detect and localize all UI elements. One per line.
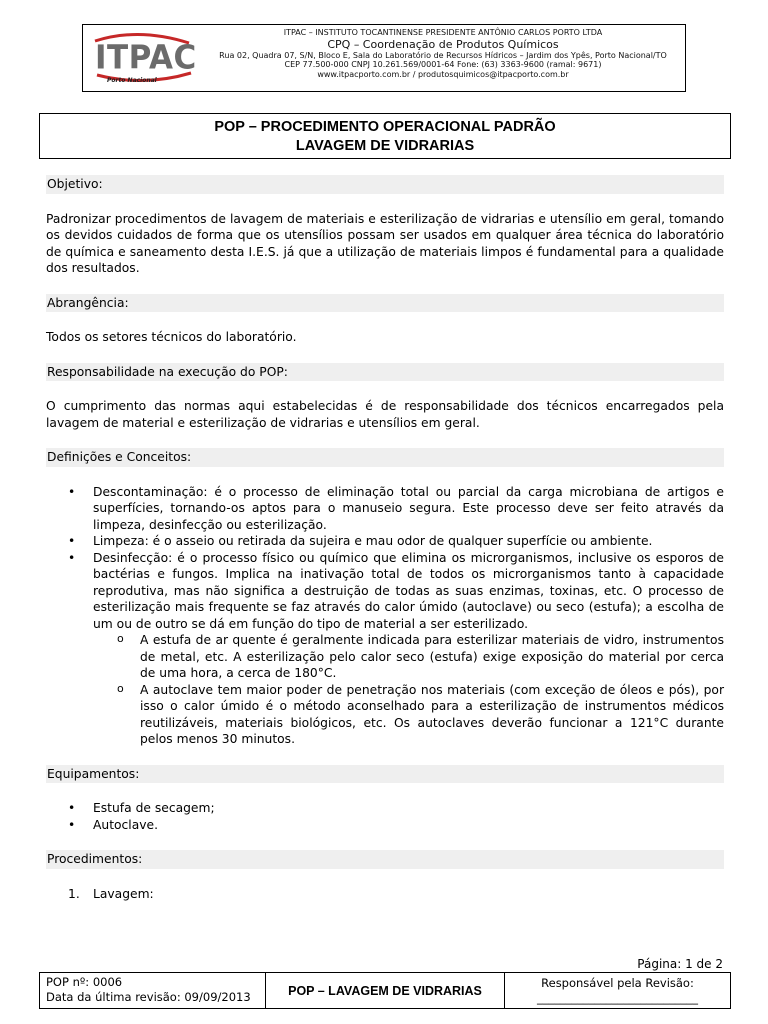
footer-doc-title: POP – LAVAGEM DE VIDRARIAS [266,973,505,1008]
equipamentos-heading: Equipamentos: [46,765,724,784]
reviewer-signature-line: ____________________________ [537,991,698,1005]
definicoes-heading: Definições e Conceitos: [46,448,724,467]
list-item: • Descontaminação: é o processo de eliminação total ou parcial da carga microbiana de artigos e superfícies, tornando-os aptos para o manuseio segura. Este processo deve ser feito através da limpeza, desinfecção ou esterilização. [46,484,724,534]
department-name: CPQ – Coordenação de Produtos Químicos [327,37,559,51]
list-item: • Limpeza: é o asseio ou retirada da sujeira e mau odor de qualquer superfície ou ambiente. [46,533,724,550]
abrangencia-heading: Abrangência: [46,294,724,313]
abrangencia-text: Todos os setores técnicos do laboratório. [46,330,297,344]
list-item: • Estufa de secagem; [46,800,724,817]
footer-right-cell [505,973,730,1008]
sub-list-item: o A estufa de ar quente é geralmente indicada para esterilizar materiais de vidro, instrumentos de metal, etc. A esterilização pelo calor seco (estufa) exige exposição do material por cerca de uma hora, a cerca de 180°C. [93,632,724,682]
document-body [46,175,724,902]
web-email: www.itpacporto.com.br / produtosquimicos@itpacporto.com.br [317,69,569,79]
title-line-1: POP – PROCEDIMENTO OPERACIONAL PADRÃO [214,119,556,135]
list-item [46,886,724,903]
step-text: Lavagem: [93,886,154,901]
page-number: Página: 1 de 2 [637,957,723,971]
procedimentos-list [46,886,724,903]
title-line-2: LAVAGEM DE VIDRARIAS [295,138,475,154]
list-item-text: Desinfecção: é o processo físico ou químico que elimina os microrganismos, inclusive os esporos de bactérias e fungos. Implica na inativação total de todos os microrganismos tanto à capacidade reprodutiva, mas não significa a destruição de todas as suas enzimas, toxinas, etc. O processo de esterilização mais frequente se faz através do calor úmido (autoclave) ou seco (estufa); a escolha de um ou de outro se dá em função do tipo de material a ser esterilizado. [93,550,724,631]
reviewer-label: Responsável pela Revisão: [541,976,694,990]
responsabilidade-heading: Responsabilidade na execução do POP: [46,363,724,382]
responsabilidade-text: O cumprimento das normas aqui estabelecidas é de responsabilidade dos técnicos encarregados pela lavagem de material e esterilização de vidrarias e utensílios em geral. [46,399,724,430]
logo-subtitle: Porto Nacional [107,77,157,84]
contact: CEP 77.500-000 CNPJ 10.261.569/0001-64 Fone: (63) 3363-9600 (ramal: 9671) [284,60,602,70]
letterhead-text [203,28,683,79]
pop-number: POP nº: 0006 [46,975,123,989]
logo-text: ITPAC [95,39,197,77]
objetivo-text: Padronizar procedimentos de lavagem de materiais e esterilização de vidrarias e utensílio em geral, tomando os devidos cuidados de forma que os utensílios possam ser usados em qualquer área técnica do laboratório de química e saneamento desta I.E.S. já que a utilização de materiais limpos é fundamental para a qualidade dos resultados. [46,211,724,275]
letterhead [82,24,686,92]
revision-date: Data da última revisão: 09/09/2013 [46,990,251,1004]
itpac-logo [89,29,195,89]
definicoes-list [46,484,724,748]
footer-left-cell [40,973,266,1008]
institution-name: ITPAC – INSTITUTO TOCANTINENSE PRESIDENTE ANTÔNIO CARLOS PORTO LTDA [283,28,603,37]
document-title [39,113,731,159]
equipamentos-list [46,800,724,833]
procedimentos-heading: Procedimentos: [46,850,724,869]
objetivo-heading: Objetivo: [46,175,724,194]
list-item [46,550,724,748]
step-number: 1. [68,886,80,901]
sub-list-item: o A autoclave tem maior poder de penetração nos materiais (com exceção de óleos e pós), por isso o calor úmido é o método aconselhado para a esterilização de instrumentos médicos reutilizáveis, materiais biológicos, etc. Os autoclaves deverão funcionar a 121°C durante pelos menos 30 minutos. [93,682,724,748]
sub-list [93,632,724,748]
address: Rua 02, Quadra 07, S/N, Bloco E, Sala do Laboratório de Recursos Hídricos – Jardim dos Ypês, Porto Nacional/TO [219,50,667,60]
footer-table [39,972,731,1009]
list-item: • Autoclave. [46,817,724,834]
